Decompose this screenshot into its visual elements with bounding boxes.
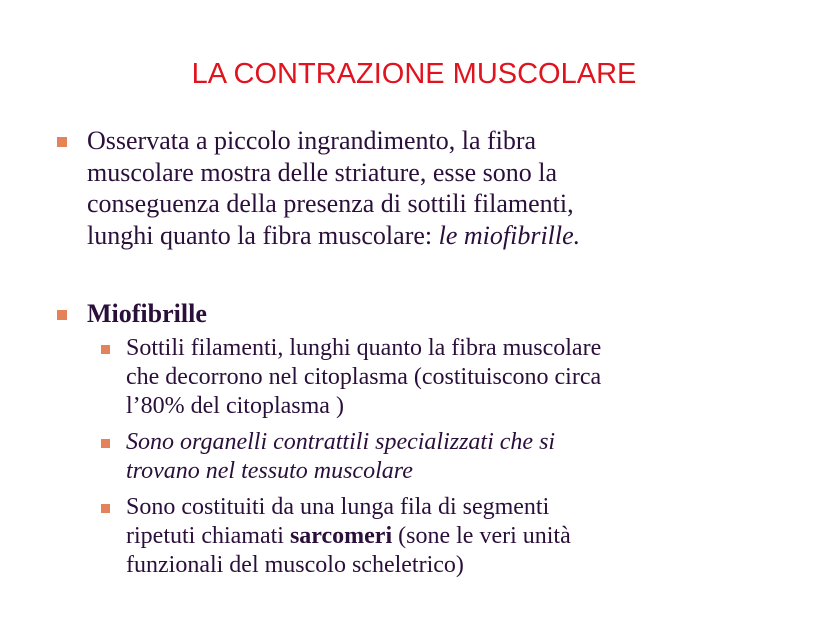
slide-title: LA CONTRAZIONE MUSCOLARE (191, 58, 637, 90)
bullet-square-icon (57, 310, 67, 320)
bold-term: sarcomeri (289, 523, 393, 549)
text-line: l’80% del citoplasma ) (126, 393, 344, 419)
bullet-square-icon (101, 504, 110, 513)
text-segment: ripetuti chiamati (126, 523, 290, 549)
text-line: Sono costituiti da una lunga fila di segmenti (126, 494, 550, 520)
bullet-square-icon (101, 439, 110, 448)
text-line: funzionali del muscolo scheletrico) (126, 552, 464, 578)
paragraph-observation (87, 125, 807, 251)
text-line (87, 220, 807, 252)
text-line: muscolare mostra delle striature, esse sono la (87, 157, 558, 187)
bullet-square-icon (101, 345, 110, 354)
text-line: che decorrono nel citoplasma (costituiscono circa (126, 364, 602, 390)
sub-point-definition (126, 334, 816, 421)
section-heading: Miofibrille (87, 299, 207, 328)
text-line: conseguenza della presenza di sottili filamenti, (87, 189, 574, 218)
bullet-square-icon (57, 137, 67, 147)
text-line: Osservata a piccolo ingrandimento, la fibra (87, 126, 537, 155)
emphasis-text: le miofibrille. (438, 220, 581, 250)
text-segment: lunghi quanto la fibra muscolare: (87, 220, 439, 250)
sub-point-sarcomeres (126, 493, 816, 580)
text-line (126, 522, 816, 551)
text-line: Sottili filamenti, lunghi quanto la fibra muscolare (126, 335, 602, 361)
text-line: Sono organelli contrattili specializzati che si (126, 429, 556, 455)
text-line: trovano nel tessuto muscolare (126, 458, 413, 484)
text-segment: (sone le veri unità (392, 523, 571, 549)
sub-point-organelles (126, 428, 816, 486)
